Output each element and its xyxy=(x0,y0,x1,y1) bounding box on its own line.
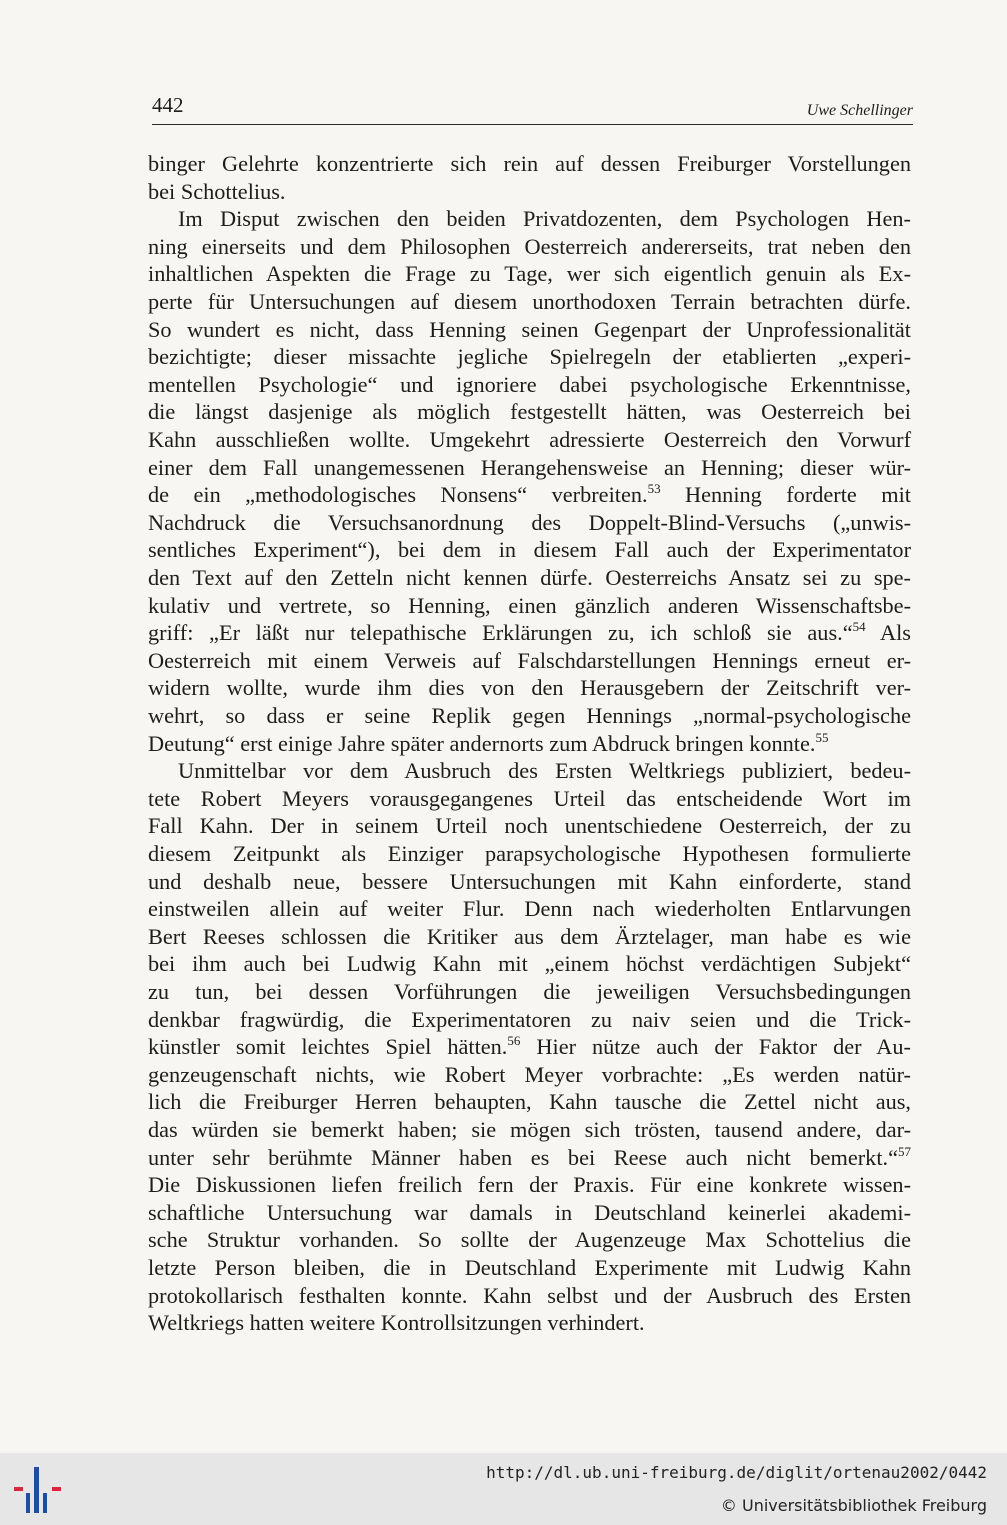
text-line xyxy=(148,564,911,592)
line-text: ning einerseits und dem Philosophen Oesterreich andererseits, trat neben den xyxy=(148,233,911,259)
line-text: inhaltlichen Aspekten die Frage zu Tage, wer sich eigentlich genuin als Ex- xyxy=(148,261,911,287)
line-text: Weltkriegs hatten weitere Kontrollsitzungen verhindert. xyxy=(148,1310,645,1336)
source-url-link[interactable]: http://dl.ub.uni-freiburg.de/diglit/ortenau2002/0442 xyxy=(486,1463,987,1482)
line-text: bei ihm auch bei Ludwig Kahn mit „einem höchst verdächtigen Subjekt“ xyxy=(148,951,911,977)
line-text: das würden sie bemerkt haben; sie mögen sich trösten, tausend andere, dar- xyxy=(148,1117,911,1142)
running-header-author: Uwe Schellinger xyxy=(806,102,913,119)
line-text: unter sehr berühmte Männer haben es bei Reese auch nicht bemerkt.“ xyxy=(148,1144,898,1170)
text-line xyxy=(148,647,911,675)
line-text: diesem Zeitpunkt als Einziger parapsychologische Hypothesen formulierte xyxy=(148,841,911,866)
line-text: zu tun, bei dessen Vorführungen die jeweiligen Versuchsbedingungen xyxy=(148,979,911,1004)
line-text: bezichtigte; dieser missachte jegliche Spielregeln der etablierten „experi- xyxy=(148,344,911,370)
text-line xyxy=(148,1226,911,1254)
line-text: den Text auf den Zetteln nicht kennen dürfe. Oesterreichs Ansatz sei zu spe- xyxy=(148,565,911,590)
text-line xyxy=(148,1199,911,1227)
footnote-reference: 55 xyxy=(815,729,829,745)
text-line xyxy=(148,1171,911,1199)
text-line xyxy=(148,592,911,620)
line-text: lich die Freiburger Herren behaupten, Kahn tausche die Zettel nicht aus, xyxy=(148,1089,911,1115)
text-line xyxy=(148,730,911,758)
line-text: sche Struktur vorhanden. So sollte der Augenzeuge Max Schottelius die xyxy=(148,1227,911,1253)
text-line xyxy=(148,674,911,702)
line-text: Hier nütze auch der Faktor der Au- xyxy=(520,1034,911,1060)
text-line xyxy=(148,1006,911,1034)
line-text: perte für Untersuchungen auf diesem unorthodoxen Terrain betrachten dürfe. xyxy=(148,289,911,314)
line-text: binger Gelehrte konzentrierte sich rein auf dessen Freiburger Vorstellungen xyxy=(148,151,911,176)
line-text: So wundert es nicht, dass Henning seinen Gegenpart der Unprofessionalität xyxy=(148,316,911,342)
line-text: sentliches Experiment“), bei dem in diesem Fall auch der Experimentator xyxy=(148,537,911,563)
text-line xyxy=(148,316,911,344)
text-line xyxy=(148,1254,911,1282)
line-text: künstler somit leichtes Spiel hätten. xyxy=(148,1034,508,1060)
text-line xyxy=(148,1309,911,1337)
text-line xyxy=(148,233,911,261)
line-text: schaftliche Untersuchung war damals in Deutschland keinerlei akademi- xyxy=(148,1199,911,1225)
footnote-reference: 57 xyxy=(898,1143,911,1159)
line-text: Nachdruck die Versuchsanordnung des Doppelt-Blind-Versuchs („unwis- xyxy=(148,509,911,535)
text-line xyxy=(148,950,911,978)
text-line xyxy=(148,812,911,840)
line-text: die längst dasjenige als möglich festgestellt hätten, was Oesterreich bei xyxy=(148,399,911,425)
text-line xyxy=(148,1282,911,1310)
line-text: Als xyxy=(865,620,911,646)
line-text: kulativ und vertrete, so Henning, einen gänzlich anderen Wissenschaftsbe- xyxy=(148,592,911,618)
text-line xyxy=(148,260,911,288)
text-line xyxy=(148,371,911,399)
line-text: genzeugenschaft nichts, wie Robert Meyer vorbrachte: „Es werden natür- xyxy=(148,1061,911,1087)
text-line xyxy=(148,454,911,482)
line-text: Deutung“ erst einige Jahre später andernorts zum Abdruck bringen konnte. xyxy=(148,730,816,756)
text-line xyxy=(148,1116,911,1144)
line-text: letzte Person bleiben, die in Deutschland Experimente mit Ludwig Kahn xyxy=(148,1255,911,1280)
line-text: protokollarisch festhalten konnte. Kahn selbst und der Ausbruch des Ersten xyxy=(148,1282,911,1308)
text-line xyxy=(148,1061,911,1089)
line-text: griff: „Er läßt nur telepathische Erklärungen zu, ich schloß sie aus.“ xyxy=(148,620,853,646)
line-text: widern wollte, wurde ihm dies von den Herausgebern der Zeitschrift ver- xyxy=(148,675,911,701)
line-text: und deshalb neue, bessere Untersuchungen mit Kahn einforderte, stand xyxy=(148,868,911,894)
line-text: Die Diskussionen liefen freilich fern der Praxis. Für eine konkrete wissen- xyxy=(148,1172,911,1198)
viewer-footer xyxy=(0,1453,1007,1525)
line-text: Oesterreich mit einem Verweis auf Falschdarstellungen Hennings erneut er- xyxy=(148,647,911,673)
text-line xyxy=(148,1144,911,1172)
text-line xyxy=(148,923,911,951)
text-line xyxy=(148,288,911,316)
line-text: Bert Reeses schlossen die Kritiker aus dem Ärztelager, man habe es wie xyxy=(148,923,911,949)
running-header xyxy=(152,94,913,125)
line-text: einstweilen allein auf weiter Flur. Denn nach wiederholten Entlarvungen xyxy=(148,896,911,922)
text-line xyxy=(148,1088,911,1116)
text-line xyxy=(148,868,911,896)
line-text: tete Robert Meyers vorausgegangenes Urteil das entscheidende Wort im xyxy=(148,785,911,811)
text-line xyxy=(148,481,911,509)
text-line xyxy=(148,509,911,537)
text-line xyxy=(148,785,911,813)
text-line xyxy=(148,536,911,564)
text-line xyxy=(148,1033,911,1061)
text-line xyxy=(148,757,911,785)
text-line xyxy=(148,978,911,1006)
line-text: wehrt, so dass er seine Replik gegen Hennings „normal-psychologische xyxy=(148,703,911,728)
text-line xyxy=(148,426,911,454)
line-text: de ein „methodologisches Nonsens“ verbreiten. xyxy=(148,482,648,508)
text-line xyxy=(148,205,911,233)
text-line xyxy=(148,178,911,206)
footnote-reference: 53 xyxy=(647,481,661,497)
line-text: Im Disput zwischen den beiden Privatdozenten, dem Psychologen Hen- xyxy=(178,206,911,232)
line-text: bei Schottelius. xyxy=(148,178,286,204)
text-line xyxy=(148,702,911,730)
line-text: denkbar fragwürdig, die Experimentatoren zu naiv seien und die Trick- xyxy=(148,1006,911,1032)
line-text: Fall Kahn. Der in seinem Urteil noch unentschiedene Oesterreich, der zu xyxy=(148,813,911,839)
text-line xyxy=(148,150,911,178)
page-number: 442 xyxy=(152,93,184,117)
footnote-reference: 54 xyxy=(852,619,866,635)
footnote-reference: 56 xyxy=(507,1033,521,1049)
text-line xyxy=(148,895,911,923)
line-text: Unmittelbar vor dem Ausbruch des Ersten Weltkriegs publiziert, bedeu- xyxy=(178,758,911,784)
text-line xyxy=(148,398,911,426)
text-line xyxy=(148,343,911,371)
line-text: mentellen Psychologie“ und ignoriere dabei psychologische Erkenntnisse, xyxy=(148,371,911,397)
line-text: einer dem Fall unangemessenen Herangehensweise an Henning; dieser wür- xyxy=(148,454,911,480)
text-line xyxy=(148,840,911,868)
line-text: Kahn ausschließen wollte. Umgekehrt adressierte Oesterreich den Vorwurf xyxy=(148,427,911,452)
line-text: Henning forderte mit xyxy=(660,482,911,508)
ub-freiburg-logo-icon xyxy=(12,1465,64,1515)
text-line xyxy=(148,619,911,647)
copyright-notice: © Universitätsbibliothek Freiburg xyxy=(720,1496,987,1515)
